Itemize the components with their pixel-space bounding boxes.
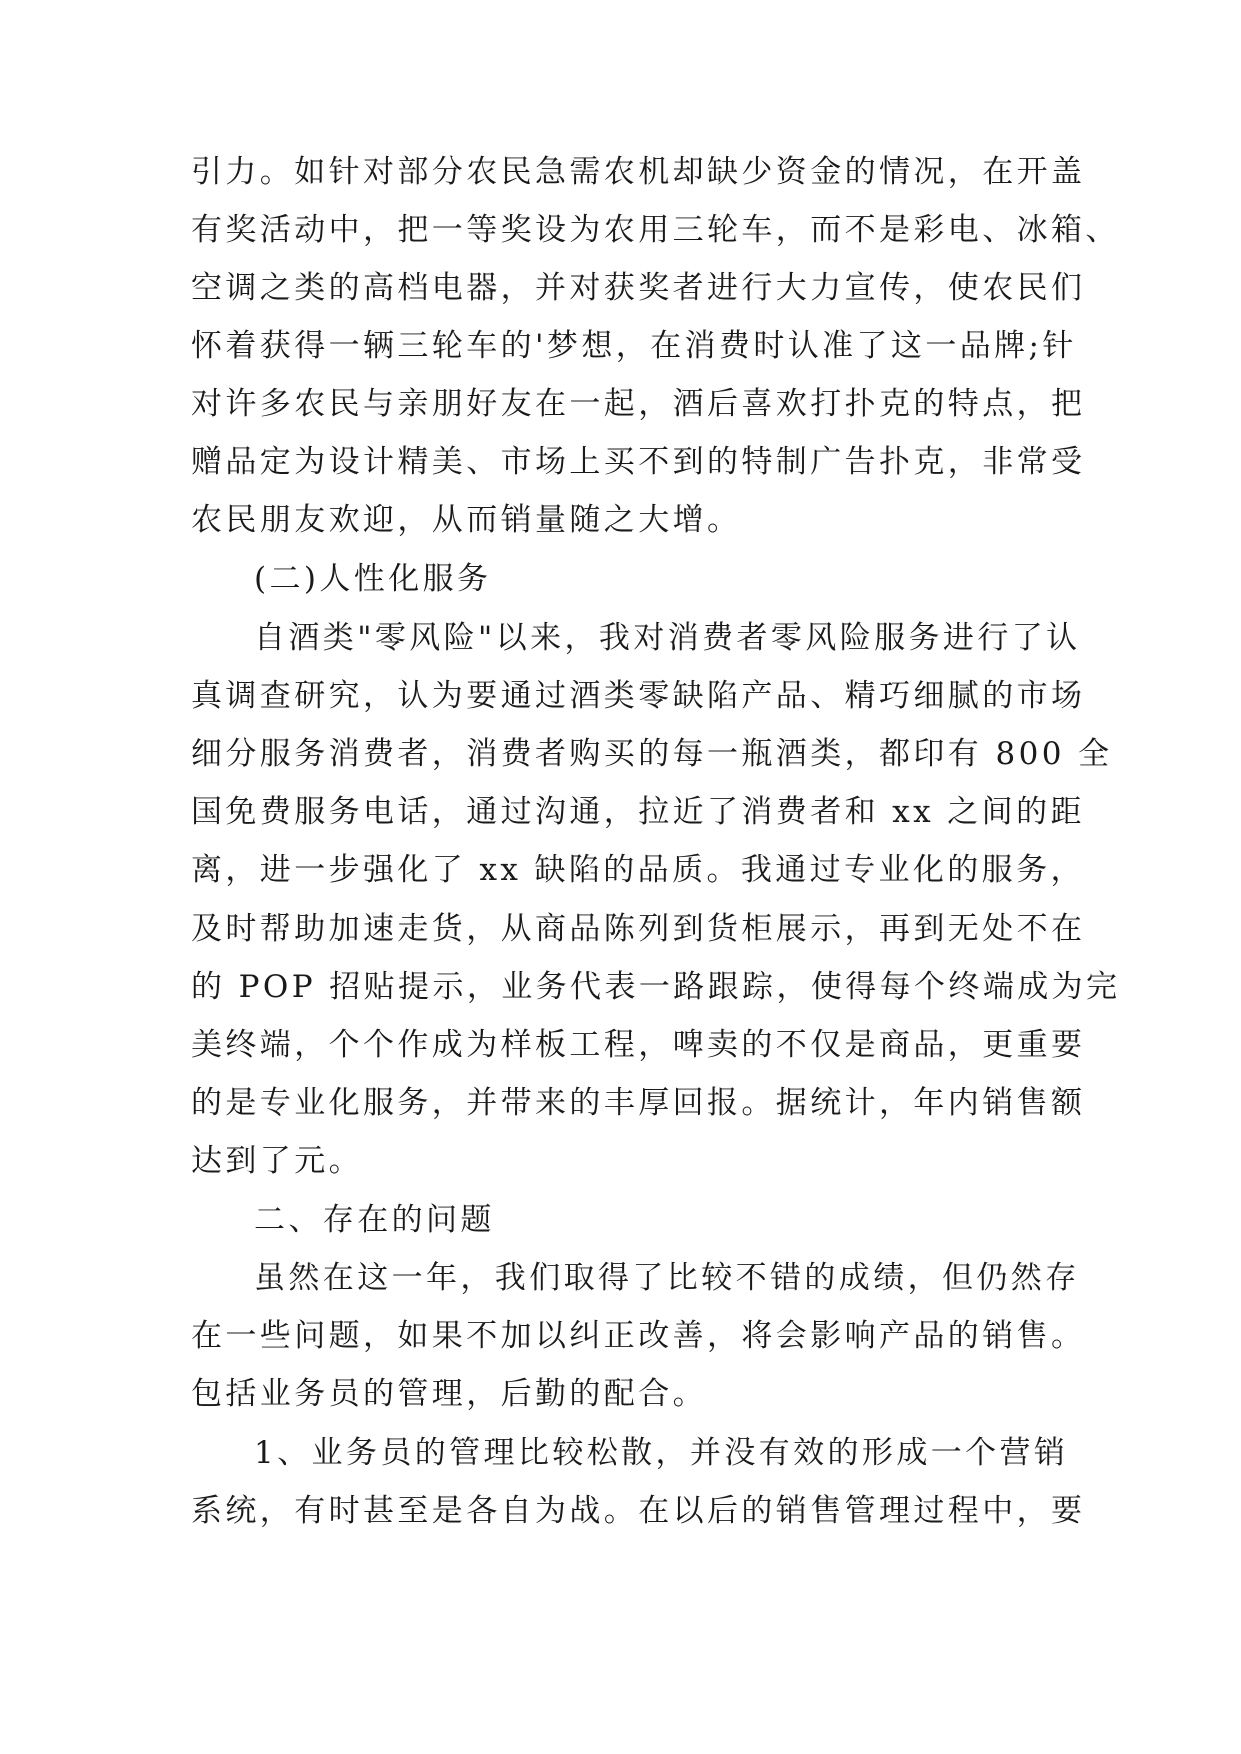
text-line: 国免费服务电话，通过沟通，拉近了消费者和 xx 之间的距 [191, 794, 1085, 830]
text-line: 系统，有时甚至是各自为战。在以后的销售管理过程中，要 [191, 1493, 1086, 1529]
text-line: 引力。如针对部分农民急需农机却缺少资金的情况，在开盖 [191, 154, 1086, 190]
text-line: 真调查研究，认为要通过酒类零缺陷产品、精巧细腻的市场 [191, 678, 1086, 714]
text-line: 离，进一步强化了 xx 缺陷的品质。我通过专业化的服务， [191, 852, 1085, 888]
text-line: 的 POP 招贴提示，业务代表一路跟踪，使得每个终端成为完 [191, 969, 1121, 1005]
text-line: 的是专业化服务，并带来的丰厚回报。据统计，年内销售额 [191, 1085, 1086, 1121]
text-line: 自酒类"零风险"以来，我对消费者零风险服务进行了认 [254, 620, 1081, 656]
text-line: 空调之类的高档电器，并对获奖者进行大力宣传，使农民们 [191, 270, 1086, 306]
text-line: 及时帮助加速走货，从商品陈列到货柜展示，再到无处不在 [191, 911, 1086, 947]
text-line: 农民朋友欢迎，从而销量随之大增。 [191, 502, 742, 538]
text-line: 对许多农民与亲朋好友在一起，酒后喜欢打扑克的特点，把 [191, 386, 1086, 422]
text-line: 有奖活动中，把一等奖设为农用三轮车，而不是彩电、冰箱、 [191, 212, 1120, 248]
text-line: 虽然在这一年，我们取得了比较不错的成绩，但仍然存 [254, 1260, 1080, 1296]
text-line: 美终端，个个作成为样板工程，啤卖的不仅是商品，更重要 [191, 1027, 1086, 1063]
text-line: 1、业务员的管理比较松散，并没有效的形成一个营销 [254, 1435, 1069, 1471]
text-line: 赠品定为设计精美、市场上买不到的特制广告扑克，非常受 [191, 444, 1086, 480]
text-line: 包括业务员的管理，后勤的配合。 [191, 1376, 707, 1412]
text-line: 怀着获得一辆三轮车的'梦想，在消费时认准了这一品牌;针 [191, 328, 1077, 364]
text-line: 细分服务消费者，消费者购买的每一瓶酒类，都印有 800 全 [191, 736, 1113, 772]
text-line: 在一些问题，如果不加以纠正改善，将会影响产品的销售。 [191, 1318, 1086, 1354]
section-heading: (二)人性化服务 [254, 561, 492, 597]
text-line: 达到了元。 [191, 1143, 363, 1179]
section-heading: 二、存在的问题 [254, 1202, 495, 1238]
